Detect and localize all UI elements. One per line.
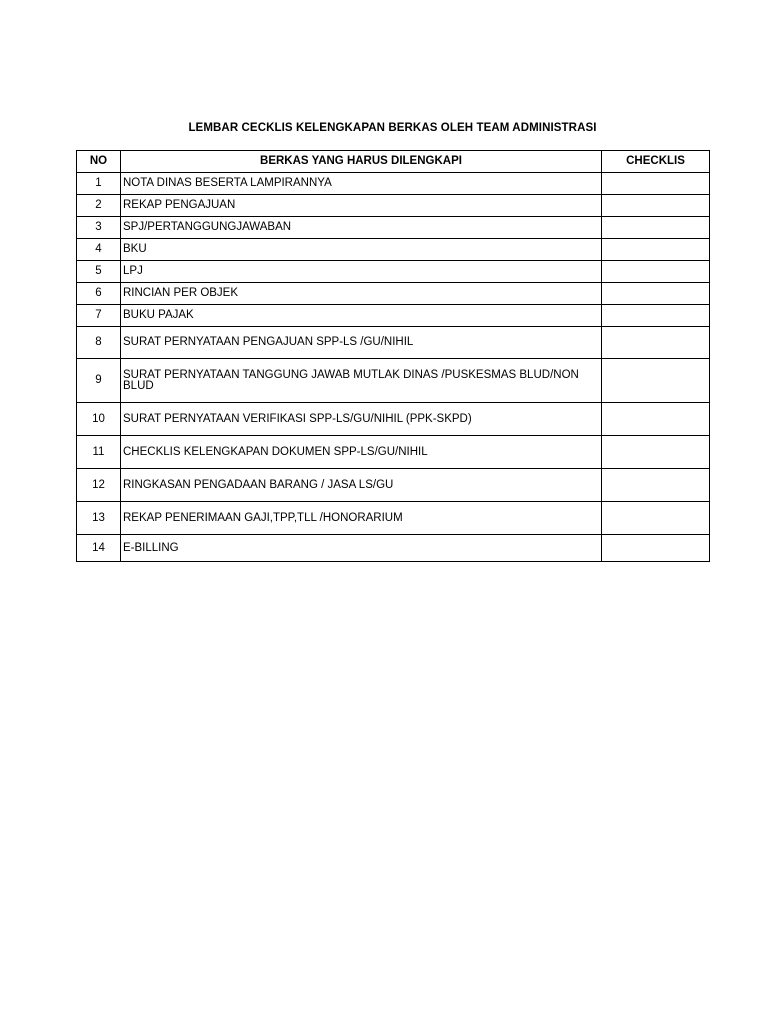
row-document: REKAP PENGAJUAN [121,195,602,217]
row-number: 8 [77,327,121,359]
row-document: LPJ [121,261,602,283]
table-header-row [77,151,710,173]
row-checklist-cell[interactable] [602,239,710,261]
table-row [77,261,710,283]
row-document: RINGKASAN PENGADAAN BARANG / JASA LS/GU [121,469,602,502]
table-row [77,195,710,217]
table-row [77,502,710,535]
document-title: LEMBAR CECKLIS KELENGKAPAN BERKAS OLEH TEAM ADMINISTRASI [188,122,597,134]
row-checklist-cell[interactable] [602,261,710,283]
row-document: RINCIAN PER OBJEK [121,283,602,305]
row-document: SURAT PERNYATAAN PENGAJUAN SPP-LS /GU/NIHIL [121,327,602,359]
row-number: 11 [77,436,121,469]
row-checklist-cell[interactable] [602,469,710,502]
table-row [77,436,710,469]
row-checklist-cell[interactable] [602,327,710,359]
table-row [77,173,710,195]
table-row [77,327,710,359]
row-document: CHECKLIS KELENGKAPAN DOKUMEN SPP-LS/GU/NIHIL [121,436,602,469]
row-document: NOTA DINAS BESERTA LAMPIRANNYA [121,173,602,195]
row-number: 7 [77,305,121,327]
row-checklist-cell[interactable] [602,436,710,469]
row-number: 3 [77,217,121,239]
row-number: 12 [77,469,121,502]
row-checklist-cell[interactable] [602,535,710,562]
row-number: 5 [77,261,121,283]
row-checklist-cell[interactable] [602,217,710,239]
row-number: 13 [77,502,121,535]
table-row [77,283,710,305]
row-checklist-cell[interactable] [602,359,710,403]
row-number: 4 [77,239,121,261]
table-row [77,403,710,436]
row-document: SURAT PERNYATAAN VERIFIKASI SPP-LS/GU/NIHIL (PPK-SKPD) [121,403,602,436]
row-document: SPJ/PERTANGGUNGJAWABAN [121,217,602,239]
table-row [77,535,710,562]
row-document: BUKU PAJAK [121,305,602,327]
row-checklist-cell[interactable] [602,283,710,305]
row-number: 1 [77,173,121,195]
table-row [77,217,710,239]
checklist-table [76,150,710,562]
row-number: 14 [77,535,121,562]
row-document: REKAP PENERIMAAN GAJI,TPP,TLL /HONORARIUM [121,502,602,535]
row-checklist-cell[interactable] [602,502,710,535]
table-row [77,305,710,327]
header-checklist: CHECKLIS [602,151,710,173]
row-number: 9 [77,359,121,403]
row-number: 6 [77,283,121,305]
header-document: BERKAS YANG HARUS DILENGKAPI [121,151,602,173]
row-number: 10 [77,403,121,436]
table-row [77,469,710,502]
row-checklist-cell[interactable] [602,195,710,217]
table-row [77,359,710,403]
header-no: NO [77,151,121,173]
table-row [77,239,710,261]
row-checklist-cell[interactable] [602,173,710,195]
row-document: E-BILLING [121,535,602,562]
row-document: SURAT PERNYATAAN TANGGUNG JAWAB MUTLAK DINAS /PUSKESMAS BLUD/NON BLUD [121,359,602,403]
row-document: BKU [121,239,602,261]
row-checklist-cell[interactable] [602,403,710,436]
row-checklist-cell[interactable] [602,305,710,327]
row-number: 2 [77,195,121,217]
